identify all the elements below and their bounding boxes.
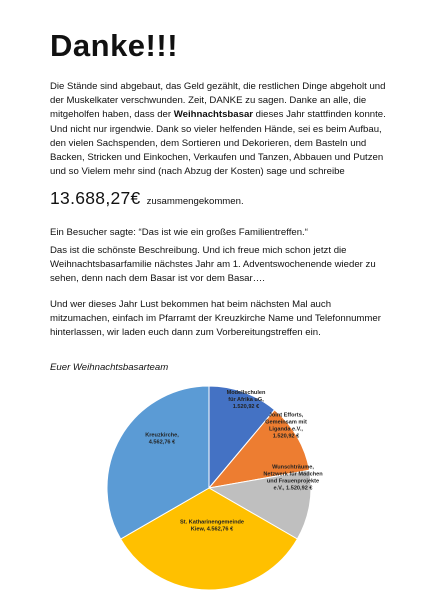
pie-slice-label-line: Liganda e.V., [269, 426, 303, 433]
document-title: Danke!!! [50, 28, 179, 63]
pie-slice-label-line: 1.520,92 € [272, 433, 300, 440]
amount-suffix: zusammengekommen. [146, 196, 244, 207]
pie-slice-label-line: e.V., 1.520,92 € [273, 485, 313, 492]
thanks-paragraph-part-1: Die Stände sind abgebaut, das Geld gezählt, die restlichen Dinge abgeholt und der Muskelkater verschwunden. Zeit, DANKE zu sagen. Danke an alle, die mitgeholfen haben, dass der [50, 81, 386, 121]
pie-slice-label-line: St. Katharinengemeinde [179, 519, 245, 526]
family-paragraph: Das ist die schönste Beschreibung. Und ich freue mich schon jetzt die Weihnachtsbasarfamilie nächstes Jahr am 1. Adventswochenende wieder zu sehen, denn nach dem Basar ist vor dem Basar…. [50, 245, 376, 285]
pie-slice-label-line: Gemeinsam mit [265, 419, 307, 426]
pie-slice-label-line: Wunschträume, [272, 464, 314, 471]
pie-slice-label-line: Netzwerk für Mädchen [263, 471, 323, 478]
pie-slice-label-line: 1.520,92 € [232, 404, 260, 410]
invitation-paragraph: Und wer dieses Jahr Lust bekommen hat beim nächsten Mal auch mitzumachen, einfach im Pfarramt der Kreuzkirche Name und Telefonnummer hinterlassen, wir laden euch dann zum Vorbereitungstreffen ein. [50, 299, 381, 339]
visitor-quote: Ein Besucher sagte: “Das ist wie ein großes Familientreffen.“ [50, 227, 308, 238]
pie-slice-label-line: Joint Efforts, [268, 412, 304, 419]
pie-slice-label-5 [145, 433, 179, 446]
thanks-paragraph-part-2: dieses Jahr stattfinden konnte. Und nicht nur irgendwie. Dank so vieler helfenden Hände, sei es beim Aufbau, den vielen Sachspenden, dem Sortieren und Dekorieren, dem Basteln und Backen, Stricken und Einkochen, Verkaufen und Tanzen, Abbauen und Putzen und so Vielem mehr sind (nach Abzug der Kosten) sage und schreibe [50, 109, 386, 178]
signature: Euer Weihnachtsbasarteam [50, 362, 169, 373]
pie-slice-label-line: Modellschulen [226, 390, 266, 396]
pie-slice-label-line: Kreuzkirche, [145, 432, 179, 439]
pie-slice-label-line: und Frauenprojekte [266, 478, 320, 485]
pie-slice-label-line: 4.562,76 € [148, 439, 176, 446]
collected-amount: 13.688,27€ [50, 188, 141, 208]
pie-slice-label-line: für Afrika uG, [228, 397, 264, 403]
pie-slice-label-line: Kiew, 4.562,76 € [190, 526, 234, 533]
weihnachtsbasar-bold: Weihnachtsbasar [173, 109, 254, 121]
